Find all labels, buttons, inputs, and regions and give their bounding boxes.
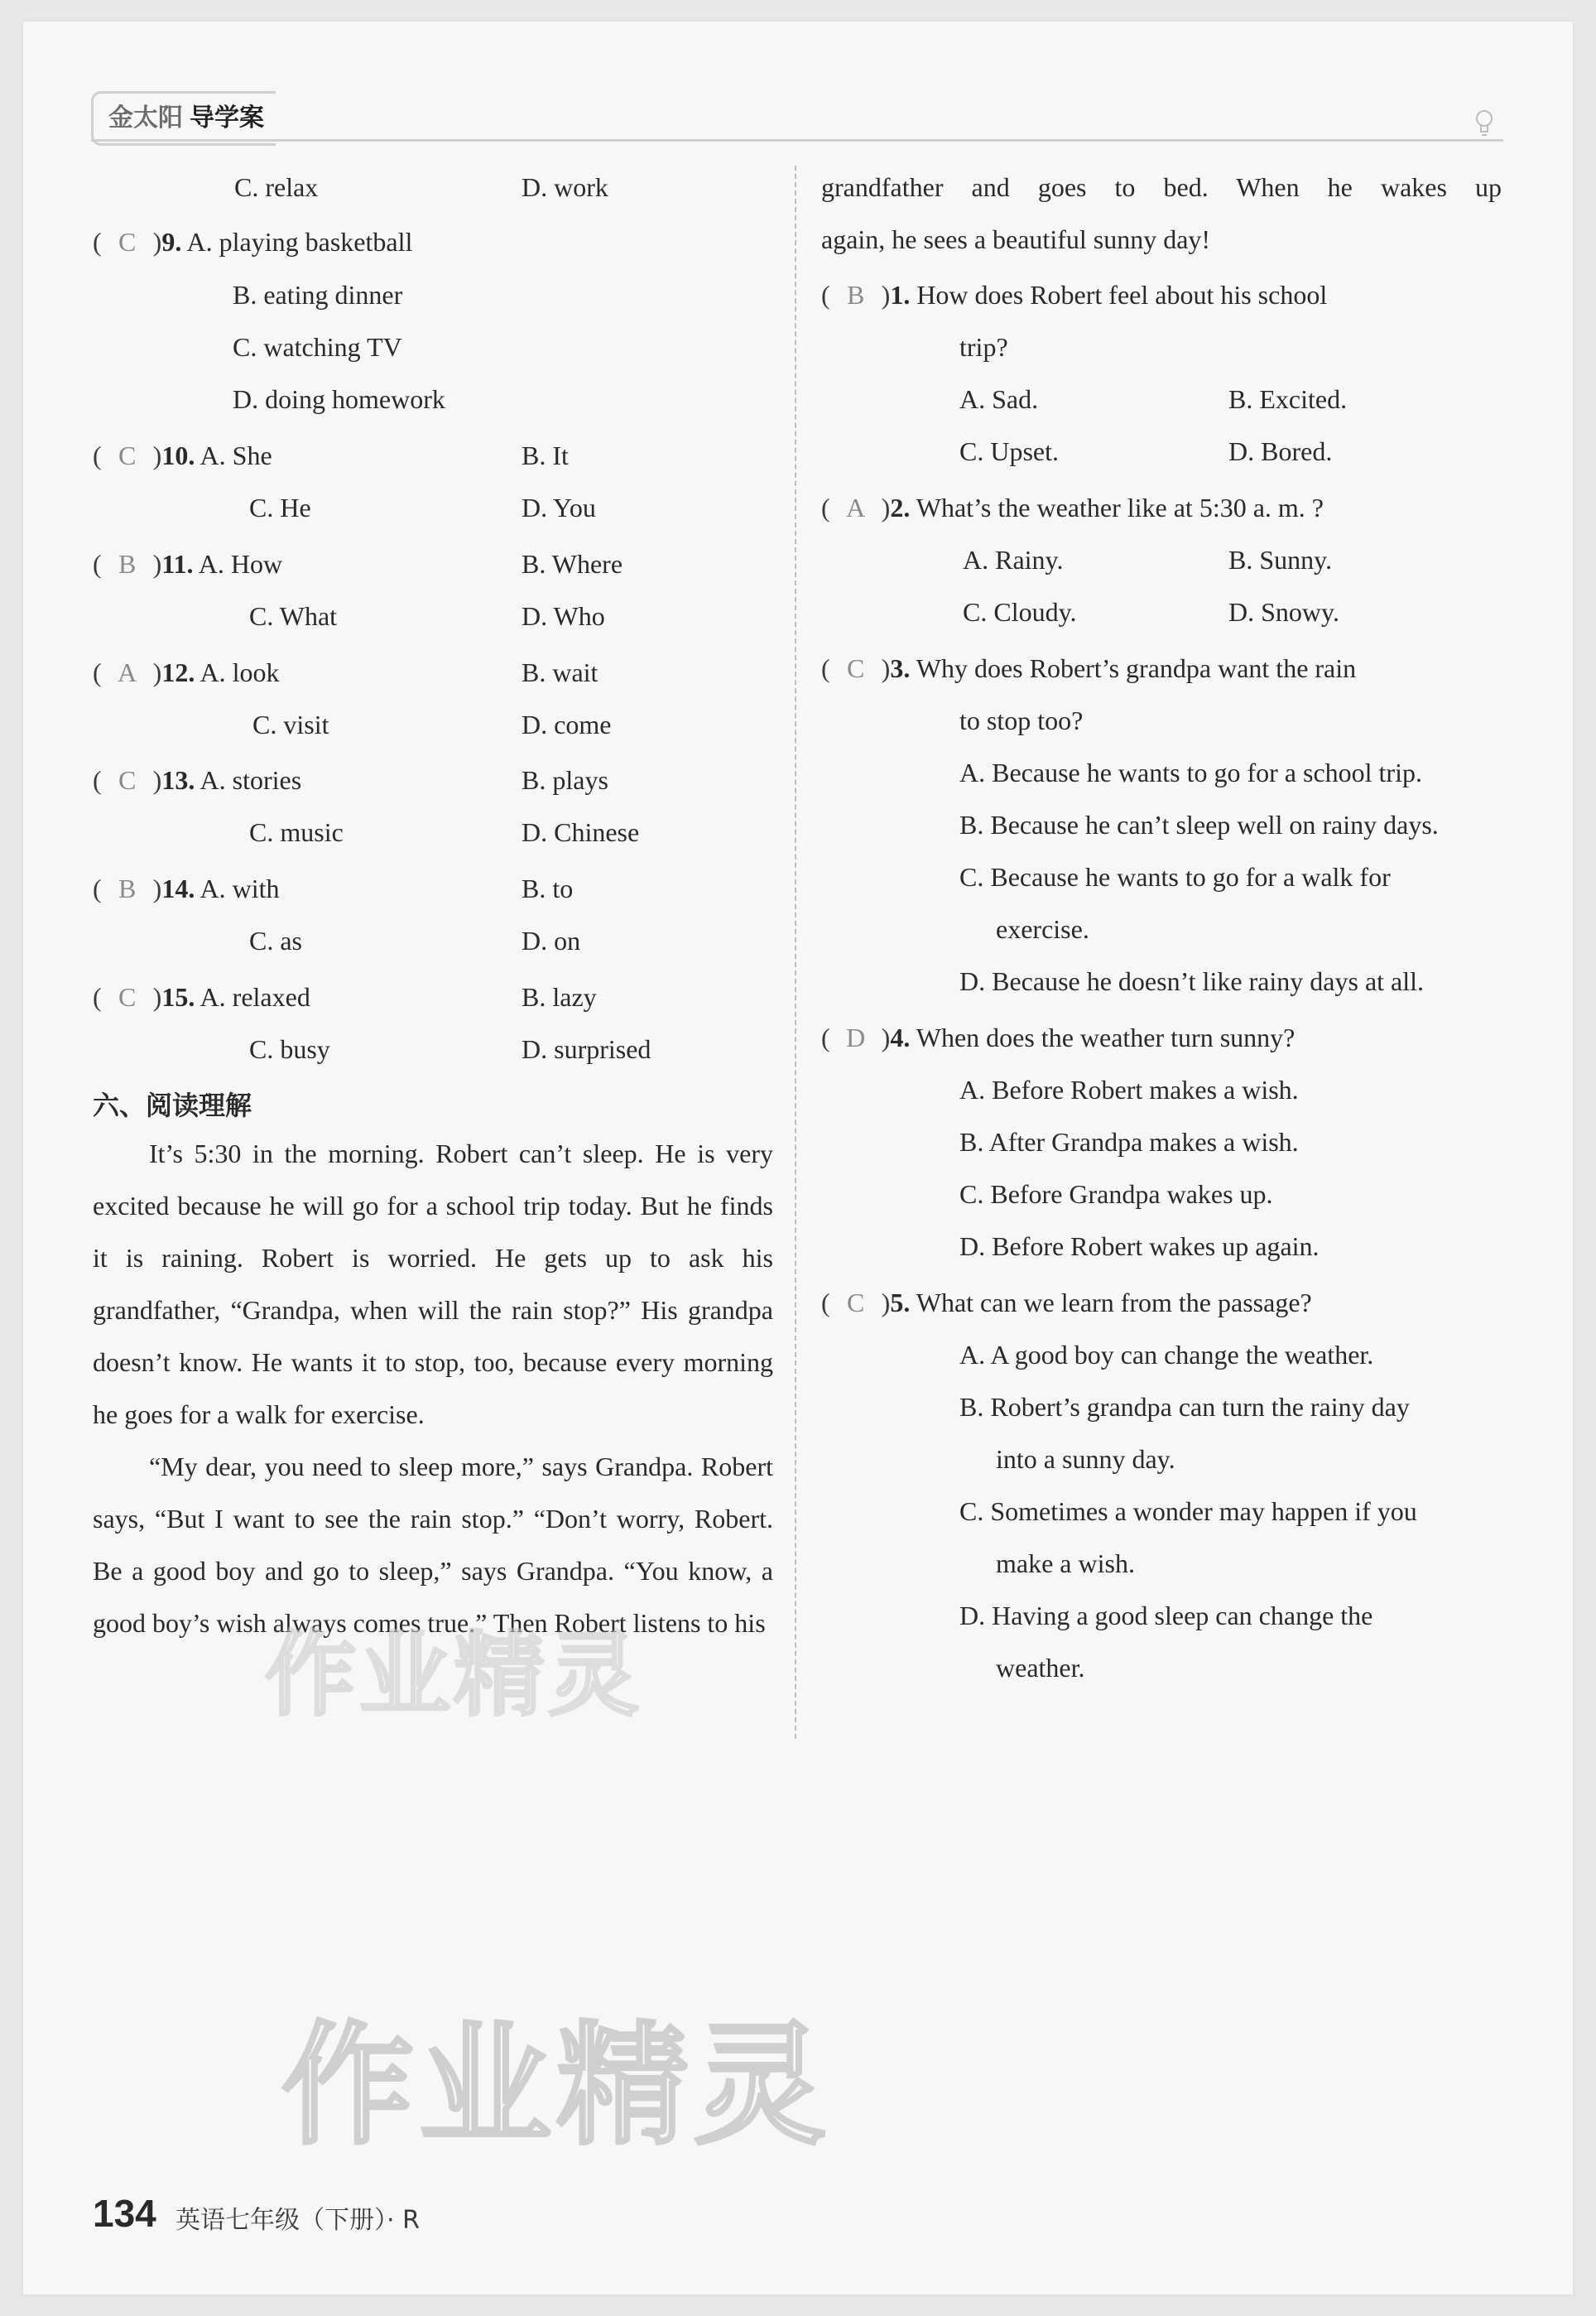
answer-mark: C: [118, 765, 137, 795]
column-divider: [795, 166, 796, 1739]
option-d: D. Chinese: [522, 817, 640, 847]
answer-mark: C: [846, 1288, 865, 1317]
option-d: D. Having a good sleep can change the: [959, 1601, 1373, 1630]
question-11: ( B )11. A. How: [93, 549, 283, 579]
option-d: D. come: [522, 710, 612, 739]
option-c: C. What: [249, 601, 338, 631]
option-d: D. work: [522, 172, 608, 202]
option-c: C. He: [249, 493, 311, 522]
option-c: C. music: [249, 817, 344, 847]
option-b: B. It: [522, 441, 569, 470]
option-c: C. Before Grandpa wakes up.: [959, 1179, 1273, 1209]
question-5: ( C )5. What can we learn from the passage?: [821, 1288, 1312, 1317]
option-b-cont: into a sunny day.: [996, 1444, 1175, 1474]
brand-sub: 导学案: [190, 104, 264, 132]
option-b: B. Where: [522, 549, 623, 579]
brand-logo: [91, 91, 276, 146]
option-c: C. Sometimes a wonder may happen if you: [959, 1496, 1417, 1526]
option-d: D. Before Robert wakes up again.: [959, 1231, 1320, 1261]
option-b: B. wait: [522, 657, 598, 687]
question-12: ( A )12. A. look: [93, 657, 280, 687]
watermark-small: 作业精灵: [265, 1622, 642, 1728]
answer-mark: C: [846, 653, 865, 683]
question-13: ( C )13. A. stories: [93, 765, 302, 795]
option-c: C. relax: [234, 172, 319, 202]
reading-passage: [93, 1128, 773, 1649]
page-number: 134: [93, 2192, 156, 2235]
brand-main: 金太阳: [108, 104, 183, 132]
book-info: 英语七年级（下册）· R: [175, 2206, 420, 2235]
answer-mark: C: [118, 227, 137, 257]
answer-mark: C: [118, 982, 137, 1012]
option-d: D. Bored.: [1228, 436, 1333, 466]
option-b: B. Excited.: [1228, 384, 1348, 414]
option-d: D. Snowy.: [1228, 597, 1339, 627]
option-d: D. surprised: [522, 1034, 651, 1064]
option-d: D. doing homework: [233, 384, 445, 414]
option-d-cont: weather.: [996, 1653, 1085, 1683]
answer-mark: B: [118, 874, 137, 903]
option-b: B. plays: [522, 765, 608, 795]
answer-mark: C: [118, 441, 137, 470]
passage-paragraph: It’s 5:30 in the morning. Robert can’t sleep. He is very excited because he will go for a school trip today. But he finds it is raining. Robert is worried. He gets up to ask his grandfather, “Grandpa, when will the rain stop?” His grandpa doesn’t know. He wants it to stop, too, because every morning he goes for a walk for exercise.: [93, 1139, 773, 1429]
question-15: ( C )15. A. relaxed: [93, 982, 310, 1012]
lightbulb-icon: [1475, 109, 1493, 137]
option-a: A. A good boy can change the weather.: [959, 1340, 1374, 1370]
passage-continuation: grandfather and goes to bed. When he wakes up: [821, 172, 1502, 202]
option-a: A. Before Robert makes a wish.: [959, 1075, 1299, 1105]
option-d: D. Because he doesn’t like rainy days at all.: [959, 966, 1425, 996]
option-b: B. Sunny.: [1228, 545, 1333, 575]
question-10: ( C )10. A. She: [93, 441, 272, 470]
watermark-large: 作业精灵: [281, 2008, 832, 2163]
question-4: ( D )4. When does the weather turn sunny?: [821, 1023, 1296, 1052]
option-a: A. Rainy.: [963, 545, 1064, 575]
answer-mark: A: [846, 493, 866, 522]
question-2: ( A )2. What’s the weather like at 5:30 a. m. ?: [821, 493, 1324, 522]
section-title: 六、阅读理解: [93, 1090, 252, 1121]
option-c: C. Because he wants to go for a walk for: [959, 862, 1391, 892]
question-14: ( B )14. A. with: [93, 874, 280, 903]
option-a: A. Sad.: [959, 384, 1039, 414]
option-d: D. You: [522, 493, 596, 522]
option-b: B. After Grandpa makes a wish.: [959, 1127, 1299, 1157]
option-c: C. visit: [252, 710, 329, 739]
option-b: B. Because he can’t sleep well on rainy days.: [959, 810, 1439, 840]
question-3: ( C )3. Why does Robert’s grandpa want the rain: [821, 653, 1357, 683]
option-c: C. watching TV: [233, 332, 402, 362]
question-stem: trip?: [959, 332, 1008, 362]
answer-mark: B: [846, 280, 865, 310]
option-a: A. Because he wants to go for a school trip.: [959, 758, 1422, 787]
question-9: ( C )9. A. playing basketball: [93, 227, 413, 257]
option-c: C. Upset.: [959, 436, 1059, 466]
option-c: C. Cloudy.: [963, 597, 1077, 627]
passage-paragraph: “My dear, you need to sleep more,” says Grandpa. Robert says, “But I want to see the rain stop.” “Don’t worry, Robert. Be a good boy and go to sleep,” says Grandpa. “You know, a good boy’s wish always comes true.” Then Robert listens to his: [93, 1452, 773, 1638]
question-1: ( B )1. How does Robert feel about his school: [821, 280, 1328, 310]
option-b: B. eating dinner: [233, 280, 403, 310]
option-b: B. lazy: [522, 982, 597, 1012]
option-b: B. to: [522, 874, 574, 903]
option-d: D. Who: [522, 601, 605, 631]
answer-mark: D: [846, 1023, 866, 1052]
option-c-cont: exercise.: [996, 914, 1089, 944]
header-rule: [91, 139, 1503, 142]
option-c: C. as: [249, 926, 302, 956]
question-stem: to stop too?: [959, 705, 1084, 735]
answer-mark: B: [118, 549, 137, 579]
option-c-cont: make a wish.: [996, 1548, 1135, 1578]
passage-continuation: again, he sees a beautiful sunny day!: [821, 224, 1211, 254]
answer-mark: A: [118, 657, 137, 687]
option-d: D. on: [522, 926, 581, 956]
option-c: C. busy: [249, 1034, 330, 1064]
option-b: B. Robert’s grandpa can turn the rainy day: [959, 1392, 1410, 1422]
